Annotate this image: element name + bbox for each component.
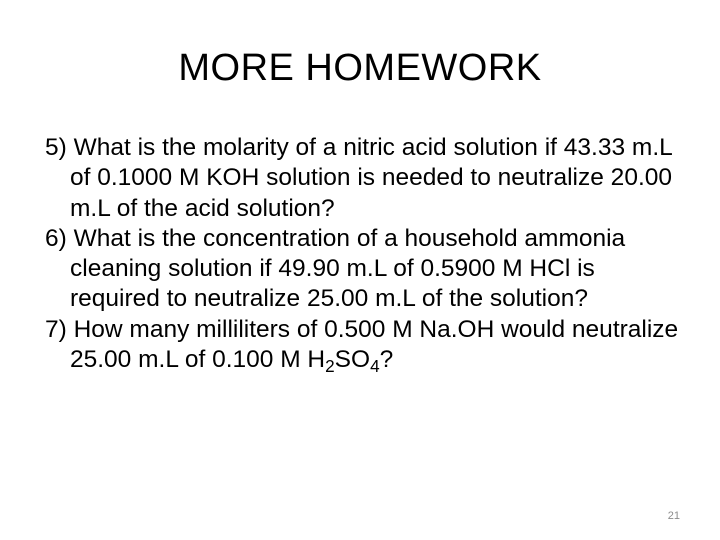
question-text: What is the concentration of a household ammonia cleaning solution if 49.90 m.L of 0.5900 M HCl is required to neutralize 25.00 m.L of the solution?: [70, 224, 626, 313]
question-text-end: ?: [379, 346, 394, 374]
subscript-2: 2: [325, 356, 335, 377]
question-number: 7): [45, 315, 67, 343]
question-text-start: How many milliliters of 0.500 M Na.OH would neutralize 25.00 m.L of 0.100 M H: [70, 315, 679, 374]
question-7: [45, 315, 685, 376]
question-number: 6): [45, 224, 67, 252]
question-text-middle: SO: [334, 346, 371, 374]
page-number: 21: [667, 510, 680, 522]
question-number: 5): [45, 134, 67, 161]
question-6: [45, 224, 685, 315]
question-text: [70, 315, 679, 377]
question-text: What is the molarity of a nitric acid solution if 43.33 m.L of 0.1000 M KOH solution is needed to neutralize 20.00 m.L of the acid solution?: [70, 134, 672, 222]
question-5: [45, 133, 685, 224]
subscript-4: 4: [370, 356, 380, 377]
question-list: [45, 133, 685, 375]
slide-title: MORE HOMEWORK: [178, 47, 542, 89]
